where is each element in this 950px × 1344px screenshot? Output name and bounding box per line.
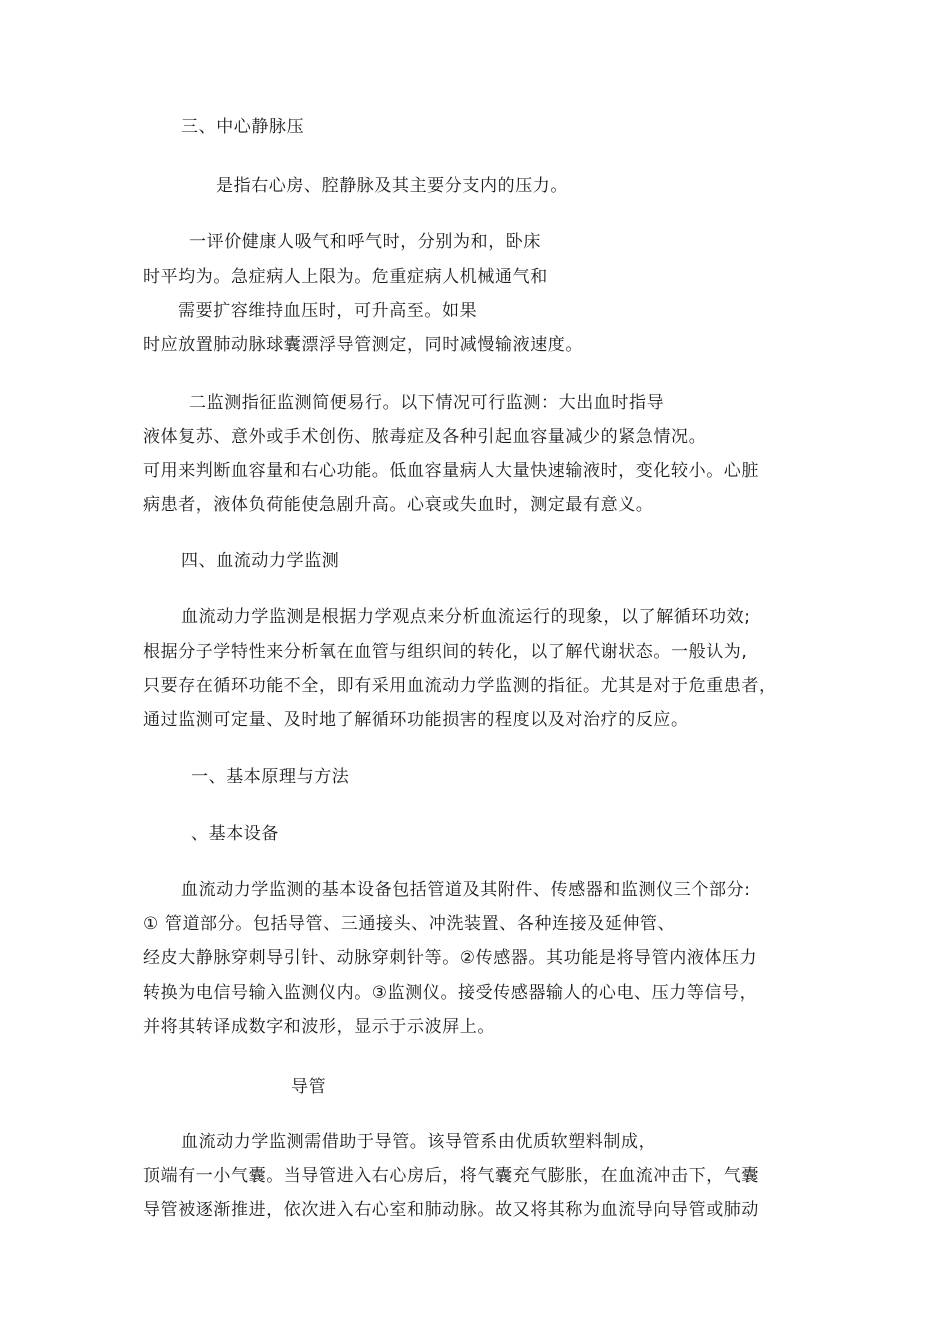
equipment-line-1: 血流动力学监测的基本设备包括管道及其附件、传感器和监测仪三个部分: [181, 880, 751, 900]
hemo-intro-line-2: 根据分子学特性来分析氧在血管与组织间的转化，以了解代谢状态。一般认为, [143, 642, 748, 662]
subheading-equipment: 、基本设备 [191, 824, 279, 844]
catheter-line-1: 血流动力学监测需借助于导管。该导管系由优质软塑料制成， [181, 1132, 657, 1152]
hemo-intro-line-3: 只要存在循环功能不全，即有采用血流动力学监测的指征。尤其是对于危重患者， [143, 676, 777, 696]
equipment-line-2: ① 管道部分。包括导管、三通接头、冲洗装置、各种连接及延伸管、 [143, 914, 676, 934]
cvp-monitor-line-4: 病患者，液体负荷能使急剧升高。心衰或失血时，测定最有意义。 [143, 495, 654, 515]
cvp-eval-line-3: 需要扩容维持血压时，可升高至。如果 [178, 301, 478, 321]
section-heading-hemodynamics: 四、血流动力学监测 [181, 551, 340, 571]
cvp-definition: 是指右心房、腔静脉及其主要分支内的压力。 [216, 176, 568, 196]
equipment-line-4: 转换为电信号输入监测仪内。③监测仪。接受传感器输人的心电、压力等信号， [143, 983, 758, 1003]
cvp-eval-line-1: 一评价健康人吸气和呼气时，分别为和，卧床 [189, 232, 541, 252]
subheading-principles: 一、基本原理与方法 [191, 767, 350, 787]
subheading-catheter: 导管 [291, 1077, 327, 1097]
cvp-monitor-line-1: 二监测指征监测简便易行。以下情况可行监测：大出血时指导 [189, 393, 665, 413]
section-heading-cvp: 三、中心静脉压 [181, 117, 305, 137]
equipment-line-5: 并将其转译成数字和波形，显示于示波屏上。 [143, 1017, 495, 1037]
cvp-eval-line-2: 时平均为。急症病人上限为。危重症病人机械通气和 [143, 267, 548, 287]
cvp-monitor-line-3: 可用来判断血容量和右心功能。低血容量病人大量快速输液时，变化较小。心脏 [143, 461, 759, 481]
equipment-line-3: 经皮大静脉穿刺导引针、动脉穿刺针等。②传感器。其功能是将导管内液体压力 [143, 948, 758, 968]
cvp-monitor-line-2: 液体复苏、意外或手术创伤、脓毒症及各种引起血容量减少的紧急情况。 [143, 427, 707, 447]
catheter-line-3: 导管被逐渐推进，依次进入右心室和肺动脉。故又将其称为血流导向导管或肺动 [143, 1200, 759, 1220]
catheter-line-2: 顶端有一小气囊。当导管进入右心房后，将气囊充气膨胀，在血流冲击下，气囊 [143, 1166, 759, 1186]
hemo-intro-line-4: 通过监测可定量、及时地了解循环功能损害的程度以及对治疗的反应。 [143, 710, 689, 730]
cvp-eval-line-4: 时应放置肺动脉球囊漂浮导管测定，同时减慢输液速度。 [143, 335, 583, 355]
hemo-intro-line-1: 血流动力学监测是根据力学观点来分析血流运行的现象，以了解循环功效; [181, 607, 751, 627]
